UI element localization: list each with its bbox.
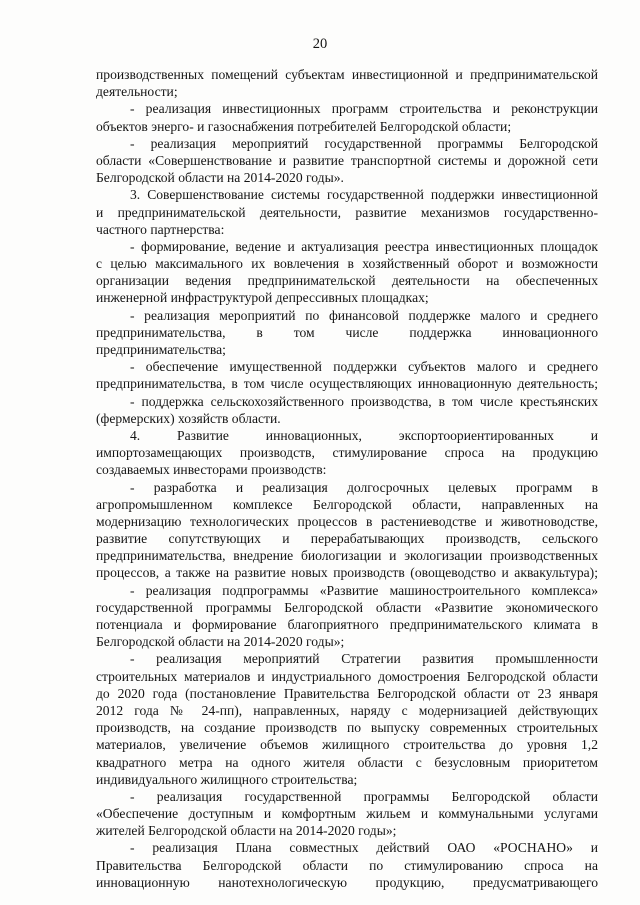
text-line: - обеспечение имущественной поддержки субъектов малого и среднего — [130, 359, 598, 375]
text-line: импортозамещающих производств, стимулирование спроса на продукцию — [96, 445, 598, 461]
text-line: материалов, увеличение объемов жилищного строительства до уровня 1,2 — [96, 737, 598, 753]
text-line: «Обеспечение доступным и комфортным жильем и коммунальными услугами — [96, 806, 598, 822]
text-line: - реализация мероприятий по финансовой поддержке малого и среднего — [130, 307, 598, 323]
text-line: организации ведения предпринимательской деятельности на обеспеченных — [96, 273, 598, 289]
text-line: - реализация государственной программы Белгородской области — [130, 788, 598, 804]
text-line: создаваемых инвесторами производств: — [96, 462, 327, 478]
text-line: - реализация Плана совместных действий ОАО «РОСНАНО» и — [130, 840, 598, 856]
text-line: с целью максимального их вовлечения в хозяйственный оборот и возможности — [96, 256, 598, 272]
text-line: 3. Совершенствование системы государственной поддержки инвестиционной — [130, 187, 598, 203]
text-line: частного партнерства: — [96, 221, 225, 237]
document-body — [96, 66, 598, 891]
text-line: потенциала и формирование благоприятного предпринимательского климата в — [96, 617, 598, 632]
text-line: деятельности; — [96, 84, 178, 100]
text-line: области «Совершенствование и развитие транспортной системы и дорожной сети — [96, 152, 598, 168]
text-line: и предпринимательской деятельности, развитие механизмов государственно- — [96, 204, 598, 220]
text-line: Белгородской области на 2014-2020 годы». — [96, 170, 344, 186]
text-line: Правительства Белгородской области по стимулированию спроса на — [96, 857, 598, 873]
text-line: предпринимательства, в том числе поддержка инновационного — [96, 324, 598, 340]
text-line: предпринимательства; — [96, 342, 226, 357]
text-line: - реализация мероприятий Стратегии развития промышленности — [130, 651, 598, 667]
text-line: предпринимательства, в том числе осуществляющих инновационную деятельность; — [96, 376, 598, 392]
text-line: Белгородской области на 2014-2020 годы»; — [96, 634, 345, 650]
text-line: развитие сопутствующих и перерабатывающих производств, сельского — [96, 531, 598, 547]
text-line: инновационную нанотехнологическую продукцию, предусматривающего — [96, 874, 598, 890]
text-line: - разработка и реализация долгосрочных целевых программ в — [130, 479, 598, 495]
text-line: - формирование, ведение и актуализация реестра инвестиционных площадок — [130, 238, 598, 254]
text-line: до 2020 года (постановление Правительства Белгородской области от 23 января — [96, 685, 598, 701]
text-line: 4. Развитие инновационных, экспортоориентированных и — [130, 427, 598, 443]
text-line: индивидуального жилищного строительства; — [96, 771, 358, 787]
text-line: государственной программы Белгородской области «Развитие экономического — [96, 599, 598, 615]
text-line: инженерной инфраструктурой депрессивных площадках; — [96, 290, 429, 306]
page-number: 20 — [312, 36, 328, 52]
text-line: - реализация мероприятий государственной программы Белгородской — [130, 135, 598, 151]
text-line: объектов энерго- и газоснабжения потребителей Белгородской области; — [96, 118, 512, 134]
text-line: предпринимательства, внедрение биологизации и экологизации производственных — [96, 548, 598, 564]
text-line: производственных помещений субъектам инвестиционной и предпринимательской — [96, 67, 598, 82]
text-line: жителей Белгородской области на 2014-2020 годы»; — [96, 823, 397, 839]
text-line: агропромышленном комплексе Белгородской области, направленных на — [96, 496, 598, 512]
text-line: квадратного метра на одного жителя области с безусловным приоритетом — [96, 754, 598, 770]
text-line: - поддержка сельскохозяйственного производства, в том числе крестьянских — [130, 393, 598, 409]
text-line: строительных материалов и индустриального домостроения Белгородской области — [96, 668, 598, 684]
text-line: 2012 года № 24-пп), направленных, наряду с модернизацией действующих — [96, 702, 598, 718]
text-line: производств, на создание производств по выпуску современных строительных — [96, 720, 598, 736]
text-line: процессов, а также на развитие новых производств (овощеводство и аквакультура); — [96, 565, 598, 581]
text-line: (фермерских) хозяйств области. — [96, 410, 281, 426]
text-line: - реализация инвестиционных программ строительства и реконструкции — [130, 101, 598, 117]
text-line: модернизацию технологических процессов в растениеводстве и животноводстве, — [96, 513, 598, 529]
text-line: - реализация подпрограммы «Развитие машиностроительного комплекса» — [130, 582, 598, 598]
